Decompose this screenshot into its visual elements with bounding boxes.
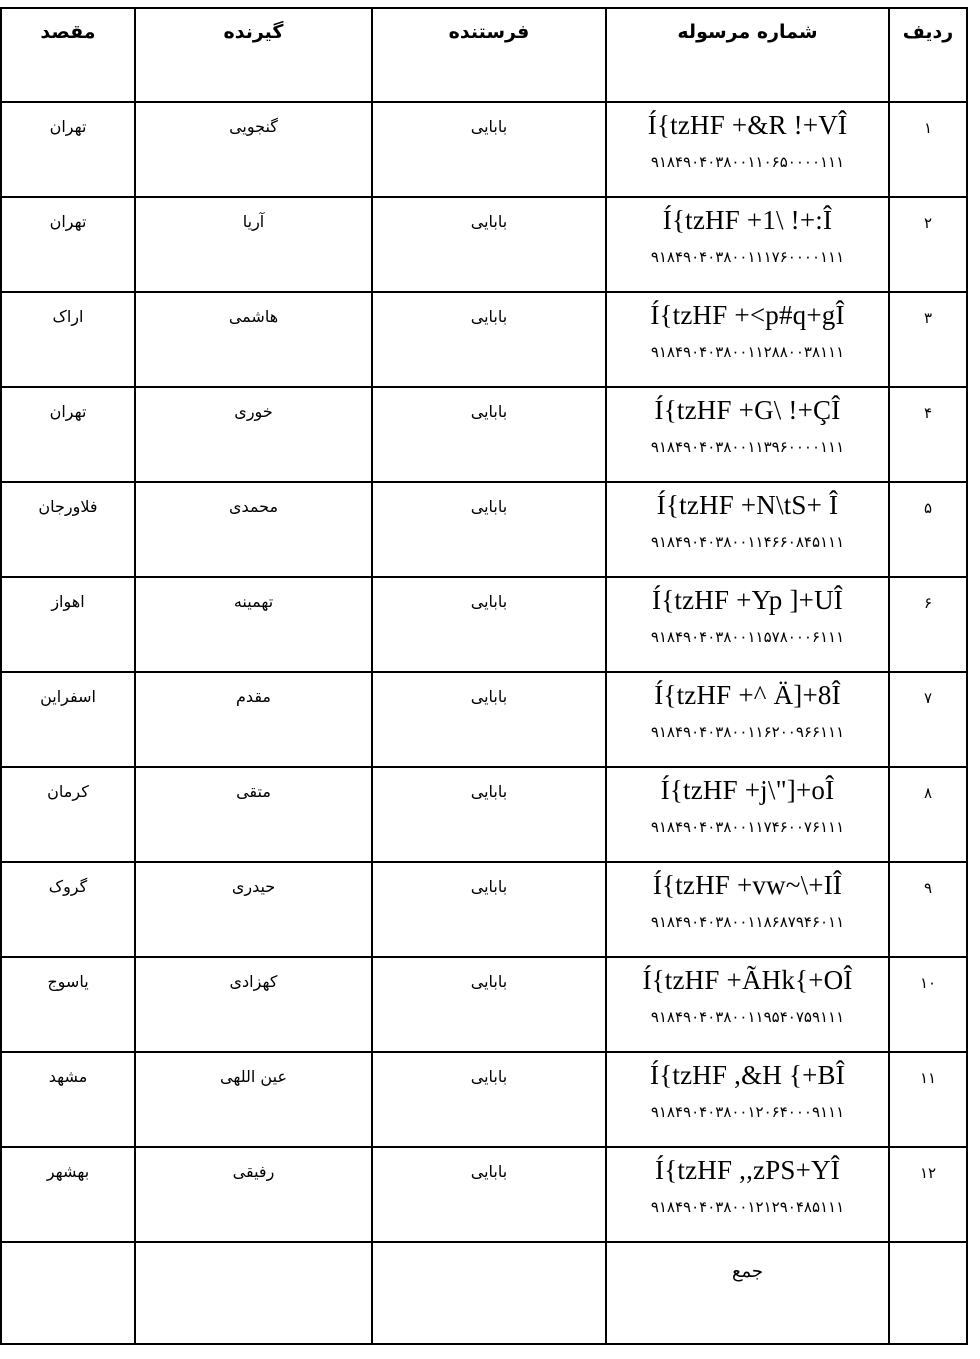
tracking-number: ۹۱۸۴۹۰۴۰۳۸۰۰۱۱۳۹۶۰۰۰۰۱۱۱ <box>650 438 845 456</box>
tracking-number: ۹۱۸۴۹۰۴۰۳۸۰۰۱۱۲۸۸۰۰۳۸۱۱۱ <box>650 343 845 361</box>
row-number: ۱ <box>923 119 933 137</box>
destination-cell <box>1 292 135 387</box>
destination-cell <box>1 1052 135 1147</box>
destination-cell <box>1 387 135 482</box>
row-number-cell <box>889 482 967 577</box>
sender-name: بابایی <box>470 687 508 706</box>
row-number-cell <box>889 957 967 1052</box>
header-shipment-number-label: شماره مرسوله <box>677 21 818 43</box>
tracking-number: ۹۱۸۴۹۰۴۰۳۸۰۰۱۱۵۷۸۰۰۰۶۱۱۱ <box>650 628 845 646</box>
sender-name: بابایی <box>470 497 508 516</box>
barcode-text: Í{tzHF +N\tS+ Î <box>656 490 839 520</box>
destination-city: اهواز <box>51 592 85 611</box>
destination-city: فلاورجان <box>38 497 98 516</box>
row-number-cell <box>889 1147 967 1242</box>
recipient-name: گنجویی <box>229 117 278 136</box>
header-row-label: ردیف <box>902 21 954 43</box>
recipient-name: حیدری <box>231 877 276 896</box>
barcode-text: Í{tzHF +<p#q+gÎ <box>650 300 845 330</box>
destination-cell <box>1 767 135 862</box>
recipient-cell <box>135 577 372 672</box>
shipment-number-cell <box>606 672 889 767</box>
shipment-number-cell <box>606 102 889 197</box>
shipment-number-cell <box>606 482 889 577</box>
tracking-number: ۹۱۸۴۹۰۴۰۳۸۰۰۱۱۸۶۸۷۹۴۶۰۱۱ <box>650 913 845 931</box>
destination-city: یاسوج <box>47 972 89 991</box>
sender-cell <box>372 957 606 1052</box>
barcode-text: Í{tzHF ,,zPS+YÎ <box>655 1155 840 1185</box>
table-row <box>1 577 967 672</box>
shipment-number-cell <box>606 292 889 387</box>
shipment-number-cell <box>606 1052 889 1147</box>
sender-cell <box>372 767 606 862</box>
table-row <box>1 292 967 387</box>
header-cell-shipment-number <box>606 8 889 102</box>
sender-cell <box>372 387 606 482</box>
shipment-number-cell <box>606 387 889 482</box>
sender-cell <box>372 577 606 672</box>
tracking-number: ۹۱۸۴۹۰۴۰۳۸۰۰۱۱۰۶۵۰۰۰۰۱۱۱ <box>650 153 845 171</box>
row-number: ۱۰ <box>919 974 937 992</box>
row-number: ۴ <box>923 404 933 422</box>
barcode-text: Í{tzHF +1\ !+:Î <box>662 205 833 235</box>
total-row-number-cell <box>889 1242 967 1344</box>
barcode-text: Í{tzHF +j\"]+oÎ <box>660 775 835 805</box>
row-number-cell <box>889 387 967 482</box>
table-row <box>1 387 967 482</box>
recipient-name: رفیقی <box>232 1162 275 1181</box>
destination-cell <box>1 482 135 577</box>
recipient-name: کهزادی <box>229 972 278 991</box>
row-number: ۷ <box>923 689 933 707</box>
recipient-name: هاشمی <box>228 307 279 326</box>
row-number: ۶ <box>923 594 933 612</box>
recipient-cell <box>135 767 372 862</box>
destination-city: تهران <box>49 402 87 421</box>
header-row <box>1 8 967 102</box>
destination-cell <box>1 957 135 1052</box>
destination-cell <box>1 672 135 767</box>
sender-name: بابایی <box>470 212 508 231</box>
row-number: ۹ <box>923 879 933 897</box>
table-row <box>1 767 967 862</box>
row-number-cell <box>889 197 967 292</box>
total-destination-cell <box>1 1242 135 1344</box>
table-row <box>1 957 967 1052</box>
row-number: ۵ <box>923 499 933 517</box>
destination-city: اسفراین <box>40 687 96 706</box>
recipient-name: متقی <box>236 782 271 801</box>
total-sender-cell <box>372 1242 606 1344</box>
sender-name: بابایی <box>470 1067 508 1086</box>
sender-cell <box>372 102 606 197</box>
sender-cell <box>372 482 606 577</box>
header-recipient-label: گیرنده <box>223 21 284 43</box>
tracking-number: ۹۱۸۴۹۰۴۰۳۸۰۰۱۱۷۴۶۰۰۷۶۱۱۱ <box>650 818 845 836</box>
row-number: ۸ <box>923 784 933 802</box>
recipient-cell <box>135 292 372 387</box>
row-number: ۱۱ <box>919 1069 937 1087</box>
destination-cell <box>1 577 135 672</box>
destination-city: اراک <box>52 307 84 326</box>
shipment-number-cell <box>606 577 889 672</box>
total-recipient-cell <box>135 1242 372 1344</box>
recipient-cell <box>135 102 372 197</box>
sender-name: بابایی <box>470 402 508 421</box>
row-number-cell <box>889 1052 967 1147</box>
tracking-number: ۹۱۸۴۹۰۴۰۳۸۰۰۱۲۰۶۴۰۰۰۹۱۱۱ <box>650 1103 845 1121</box>
shipment-number-cell <box>606 957 889 1052</box>
destination-city: تهران <box>49 212 87 231</box>
destination-city: کرمان <box>47 782 89 801</box>
row-number: ۲ <box>923 214 933 232</box>
recipient-name: خوری <box>234 402 273 421</box>
destination-city: بهشهر <box>46 1162 90 1181</box>
tracking-number: ۹۱۸۴۹۰۴۰۳۸۰۰۱۱۶۲۰۰۹۶۶۱۱۱ <box>650 723 845 741</box>
sender-name: بابایی <box>470 1162 508 1181</box>
recipient-name: تهمینه <box>233 592 274 611</box>
barcode-text: Í{tzHF +^ Ä]+8Î <box>654 680 841 710</box>
recipient-name: مقدم <box>236 687 271 706</box>
sender-cell <box>372 672 606 767</box>
recipient-cell <box>135 672 372 767</box>
barcode-text: Í{tzHF ,&H {+BÎ <box>650 1060 845 1090</box>
barcode-text: Í{tzHF +ÃHk{+OÎ <box>642 965 853 995</box>
destination-cell <box>1 102 135 197</box>
recipient-cell <box>135 482 372 577</box>
sender-cell <box>372 292 606 387</box>
table-row <box>1 197 967 292</box>
total-row <box>1 1242 967 1344</box>
recipient-name: آریا <box>242 212 265 231</box>
recipient-cell <box>135 197 372 292</box>
tracking-number: ۹۱۸۴۹۰۴۰۳۸۰۰۱۱۴۶۶۰۸۴۵۱۱۱ <box>650 533 845 551</box>
header-cell-recipient <box>135 8 372 102</box>
shipment-table <box>0 7 968 1345</box>
recipient-cell <box>135 1147 372 1242</box>
sender-name: بابایی <box>470 782 508 801</box>
table-row <box>1 1052 967 1147</box>
row-number-cell <box>889 862 967 957</box>
sender-name: بابایی <box>470 307 508 326</box>
table-row <box>1 102 967 197</box>
destination-city: گروک <box>48 877 88 896</box>
table-row <box>1 672 967 767</box>
row-number: ۱۲ <box>919 1164 937 1182</box>
table-row <box>1 862 967 957</box>
row-number-cell <box>889 292 967 387</box>
row-number-cell <box>889 102 967 197</box>
sender-cell <box>372 1052 606 1147</box>
table-row <box>1 482 967 577</box>
total-label: جمع <box>731 1261 764 1282</box>
recipient-cell <box>135 1052 372 1147</box>
tracking-number: ۹۱۸۴۹۰۴۰۳۸۰۰۱۱۱۷۶۰۰۰۰۱۱۱ <box>650 248 845 266</box>
header-cell-sender <box>372 8 606 102</box>
destination-cell <box>1 197 135 292</box>
row-number: ۳ <box>923 309 933 327</box>
row-number-cell <box>889 672 967 767</box>
destination-cell <box>1 1147 135 1242</box>
barcode-text: Í{tzHF +&R !+VÎ <box>647 110 848 140</box>
sender-name: بابایی <box>470 972 508 991</box>
header-cell-destination <box>1 8 135 102</box>
recipient-cell <box>135 957 372 1052</box>
recipient-name: عین اللهی <box>220 1067 287 1086</box>
recipient-cell <box>135 387 372 482</box>
recipient-name: محمدی <box>228 497 279 516</box>
tracking-number: ۹۱۸۴۹۰۴۰۳۸۰۰۱۱۹۵۴۰۷۵۹۱۱۱ <box>650 1008 845 1026</box>
shipment-number-cell <box>606 862 889 957</box>
header-destination-label: مقصد <box>40 21 96 43</box>
tracking-number: ۹۱۸۴۹۰۴۰۳۸۰۰۱۲۱۲۹۰۴۸۵۱۱۱ <box>650 1198 845 1216</box>
barcode-text: Í{tzHF +vw~\+IÎ <box>652 870 843 900</box>
barcode-text: Í{tzHF +Yp ]+UÎ <box>652 585 843 615</box>
recipient-cell <box>135 862 372 957</box>
shipment-number-cell <box>606 767 889 862</box>
sender-cell <box>372 862 606 957</box>
row-number-cell <box>889 577 967 672</box>
destination-cell <box>1 862 135 957</box>
sender-cell <box>372 197 606 292</box>
sender-name: بابایی <box>470 117 508 136</box>
destination-city: تهران <box>49 117 87 136</box>
header-cell-row <box>889 8 967 102</box>
destination-city: مشهد <box>48 1067 88 1086</box>
sender-name: بابایی <box>470 877 508 896</box>
sender-name: بابایی <box>470 592 508 611</box>
shipment-number-cell <box>606 1147 889 1242</box>
row-number-cell <box>889 767 967 862</box>
total-label-cell <box>606 1242 889 1344</box>
header-sender-label: فرستنده <box>448 21 530 43</box>
barcode-text: Í{tzHF +G\ !+ÇÎ <box>654 395 841 425</box>
shipment-number-cell <box>606 197 889 292</box>
table-row <box>1 1147 967 1242</box>
sender-cell <box>372 1147 606 1242</box>
